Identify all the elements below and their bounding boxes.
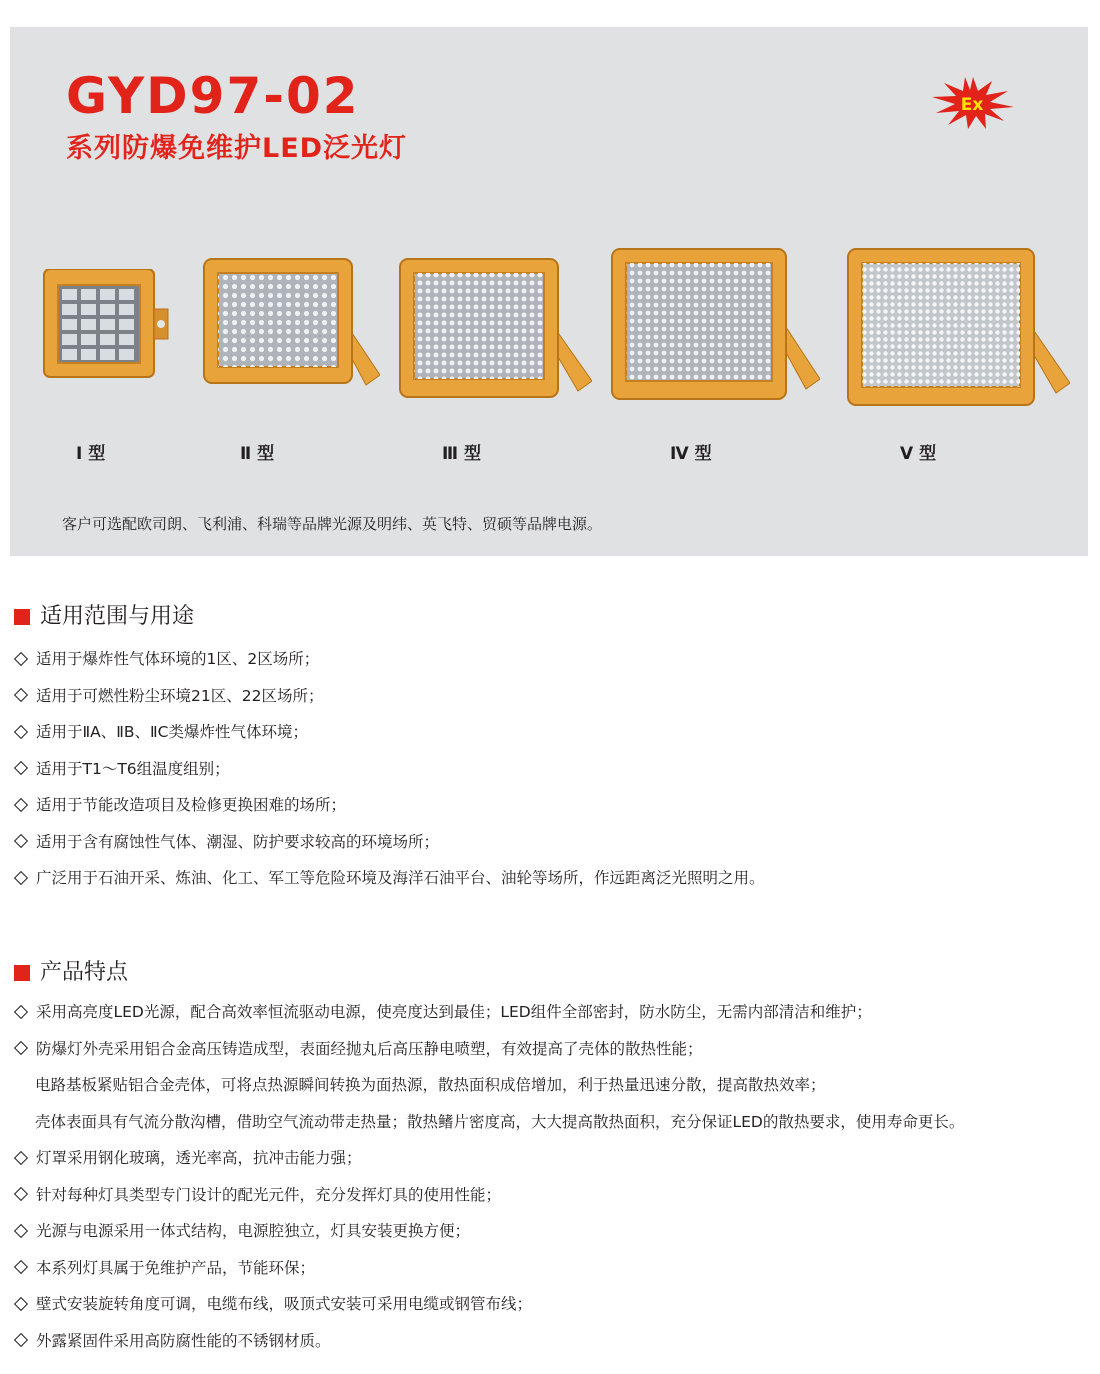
feature-list-item xyxy=(12,1067,964,1104)
feature-item-text: 针对每种灯具类型专门设计的配光元件，充分发挥灯具的使用性能； xyxy=(36,1185,502,1204)
red-square-icon xyxy=(14,965,30,981)
type-label-2: Ⅱ 型 xyxy=(240,444,275,464)
feature-item-text: 壁式安装旋转角度可调，电缆布线，吸顶式安装可采用电缆或钢管布线； xyxy=(36,1295,533,1313)
feature-item-text: 防爆灯外壳采用铝合金高压铸造成型，表面经抛丸后高压静电喷塑，有效提高了壳体的散热性能； xyxy=(36,1039,703,1058)
features-title-text: 产品特点 xyxy=(40,960,129,985)
ex-explosion-proof-icon xyxy=(932,77,1014,129)
product-subtitle: 系列防爆免维护LED泛光灯 xyxy=(66,133,408,164)
feature-item-text: 本系列灯具属于免维护产品，节能环保； xyxy=(36,1258,316,1277)
feature-item-text: 电路基板紧贴铝合金壳体，可将点热源瞬间转换为面热源，散热面积成倍增加，利于热量迅速分散，提高散热效率； xyxy=(35,1076,826,1094)
type-label-1: Ⅰ 型 xyxy=(76,444,106,464)
ex-mark-text: Ex xyxy=(960,95,984,115)
usage-item-text: 适用于可燃性粉尘环境21区、22区场所； xyxy=(36,686,324,705)
diamond-bullet-icon xyxy=(14,1260,28,1274)
hero-banner xyxy=(10,27,1088,556)
usage-list xyxy=(12,641,765,897)
diamond-bullet-icon xyxy=(14,870,28,884)
lamp-type-5-image xyxy=(840,245,1070,411)
diamond-bullet-icon xyxy=(14,761,28,775)
red-square-icon xyxy=(14,609,30,625)
diamond-bullet-icon xyxy=(14,1296,28,1310)
feature-item-text: 灯罩采用钢化玻璃，透光率高，抗冲击能力强； xyxy=(36,1149,362,1167)
brand-options-note: 客户可选配欧司朗、飞利浦、科瑞等品牌光源及明纬、英飞特、贸硕等品牌电源。 xyxy=(62,515,603,533)
usage-title-text: 适用范围与用途 xyxy=(40,604,195,629)
features-list xyxy=(12,994,964,1359)
feature-list-item xyxy=(12,1213,964,1250)
usage-list-item xyxy=(12,860,765,897)
diamond-bullet-icon xyxy=(14,724,28,738)
diamond-bullet-icon xyxy=(14,1223,28,1237)
usage-list-item xyxy=(12,714,765,751)
usage-list-item xyxy=(12,678,765,715)
feature-list-item xyxy=(12,1031,964,1068)
diamond-bullet-icon xyxy=(14,1004,28,1018)
usage-item-text: 广泛用于石油开采、炼油、化工、军工等危险环境及海洋石油平台、油轮等场所，作远距离泛光照明之用。 xyxy=(36,869,765,887)
diamond-bullet-icon xyxy=(14,1150,28,1164)
lamp-type-2-image xyxy=(194,255,380,395)
usage-item-text: 适用于爆炸性气体环境的1区、2区场所； xyxy=(36,650,320,668)
type-label-3: Ⅲ 型 xyxy=(442,444,481,464)
diamond-bullet-icon xyxy=(14,1187,28,1201)
feature-item-text: 壳体表面具有气流分散沟槽，借助空气流动带走热量；散热鳍片密度高，大大提高散热面积，充分保证LED的散热要求，使用寿命更长。 xyxy=(35,1112,965,1131)
type-label-4: Ⅳ 型 xyxy=(670,444,712,464)
feature-list-item xyxy=(12,1177,964,1214)
lamp-type-1-image xyxy=(42,269,172,381)
diamond-bullet-icon xyxy=(14,688,28,702)
usage-item-text: 适用于T1～T6组温度组别； xyxy=(36,759,230,778)
usage-section-title xyxy=(14,606,194,628)
features-section-title xyxy=(14,962,128,984)
feature-list-item xyxy=(12,1250,964,1287)
feature-list-item xyxy=(12,994,964,1031)
feature-item-text: 光源与电源采用一体式结构，电源腔独立，灯具安装更换方便； xyxy=(36,1222,471,1240)
diamond-bullet-icon xyxy=(14,1041,28,1055)
model-number: GYD97-02 xyxy=(66,67,360,125)
type-label-5: Ⅴ 型 xyxy=(900,444,937,464)
feature-list-item xyxy=(12,1286,964,1323)
feature-list-item xyxy=(12,1104,964,1141)
lamp-type-4-image xyxy=(604,245,820,405)
usage-list-item xyxy=(12,787,765,824)
feature-list-item xyxy=(12,1140,964,1177)
usage-list-item xyxy=(12,641,765,678)
usage-list-item xyxy=(12,824,765,861)
lamp-type-3-image xyxy=(392,255,592,405)
usage-item-text: 适用于含有腐蚀性气体、潮湿、防护要求较高的环境场所； xyxy=(36,832,440,851)
usage-list-item xyxy=(12,751,765,788)
feature-list-item xyxy=(12,1323,964,1360)
diamond-bullet-icon xyxy=(14,651,28,665)
usage-item-text: 适用于节能改造项目及检修更换困难的场所； xyxy=(36,796,347,814)
feature-item-text: 采用高亮度LED光源，配合高效率恒流驱动电源，使亮度达到最佳；LED组件全部密封，防水防尘，无需内部清洁和维护； xyxy=(36,1003,872,1021)
diamond-bullet-icon xyxy=(14,1333,28,1347)
diamond-bullet-icon xyxy=(14,834,28,848)
usage-item-text: 适用于ⅡA、ⅡB、ⅡC类爆炸性气体环境； xyxy=(36,723,308,741)
diamond-bullet-icon xyxy=(14,797,28,811)
feature-item-text: 外露紧固件采用高防腐性能的不锈钢材质。 xyxy=(36,1331,331,1350)
